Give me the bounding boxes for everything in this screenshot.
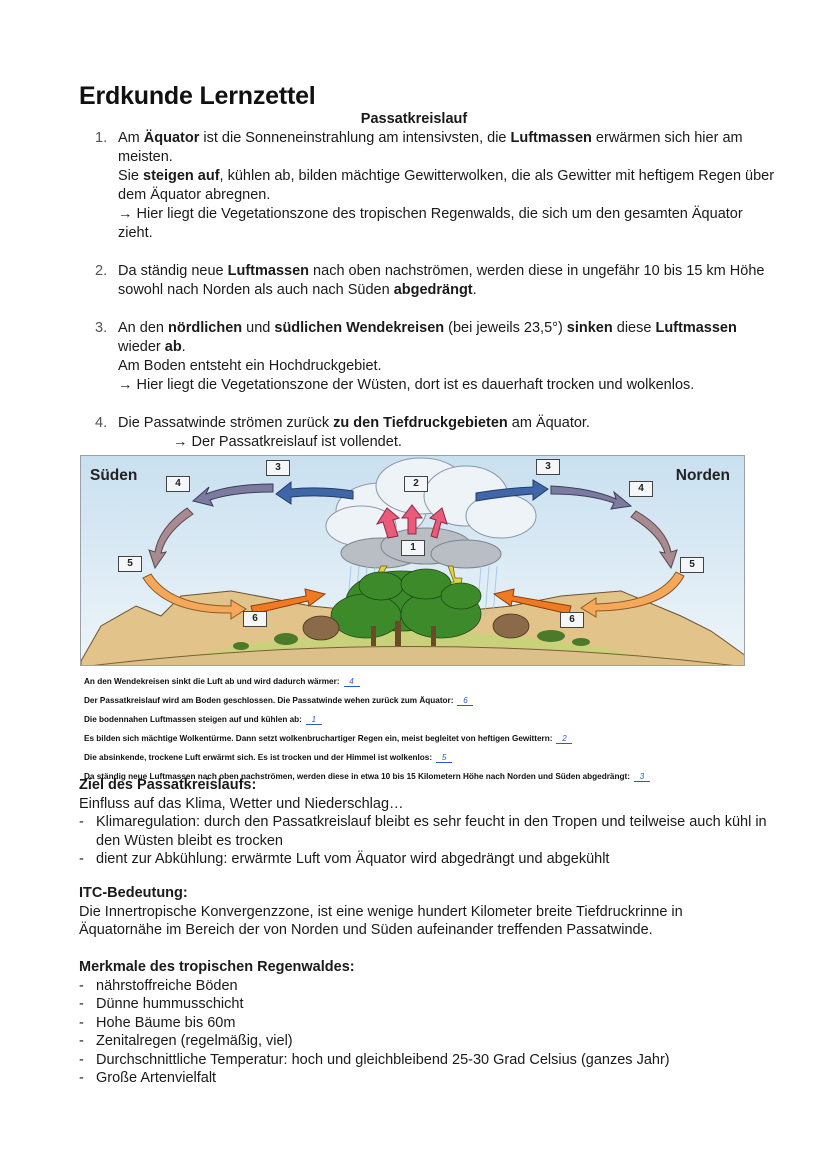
spacer	[95, 243, 775, 262]
quiz-question: An den Wendekreisen sinkt die Luft ab und wird dadurch wärmer:	[84, 677, 340, 686]
step-body	[118, 129, 775, 243]
ziel-heading: Ziel des Passatkreislaufs:	[79, 777, 257, 793]
quiz-answer: 2	[556, 734, 572, 744]
list-item-text: nährstoffreiche Böden	[96, 977, 238, 994]
number-box-2: 2	[404, 476, 428, 492]
text: ist die Sonneneinstrahlung am intensivsten, die	[199, 130, 511, 146]
number-box-3: 3	[266, 460, 290, 476]
text: Da ständig neue	[118, 263, 228, 279]
dash-bullet: -	[79, 851, 84, 867]
quiz-answer: 6	[457, 696, 473, 706]
quiz-item	[84, 748, 764, 767]
text: (bei jeweils 23,5°)	[444, 320, 567, 336]
quiz-answer: 3	[634, 772, 650, 782]
step-body	[118, 414, 775, 452]
step-item	[95, 262, 775, 300]
dash-bullet: -	[79, 1033, 84, 1049]
text: am Äquator.	[507, 415, 590, 431]
list-item-text: Durchschnittliche Temperatur: hoch und gleichbleibend 25-30 Grad Celsius (ganzes Jahr)	[96, 1051, 670, 1068]
quiz-question: Der Passatkreislauf wird am Boden geschlossen. Die Passatwinde wehen zurück zum Äquator:	[84, 696, 454, 705]
step-line	[118, 357, 775, 376]
quiz-item	[84, 710, 764, 729]
number-box-6: 6	[243, 611, 267, 627]
text: wieder	[118, 339, 165, 355]
text: diese	[612, 320, 656, 336]
bold-term: steigen auf	[143, 168, 220, 184]
text: .	[181, 339, 186, 355]
ziel-intro: Einfluss auf das Klima, Wetter und Niederschlag…	[79, 795, 404, 812]
quiz-item	[84, 672, 764, 691]
list-item	[79, 1069, 769, 1088]
quiz-question: Es bilden sich mächtige Wolkentürme. Dann setzt wolkenbruchartiger Regen ein, meist begleitet von heftigen Gewittern:	[84, 734, 553, 743]
list-item	[79, 1032, 769, 1051]
text: .	[472, 282, 477, 298]
bold-term: Luftmassen	[227, 263, 310, 279]
quiz-answer: 5	[436, 753, 452, 763]
quiz-question: Da ständig neue Luftmassen nach oben nachströmen, werden diese in etwa 10 bis 15 Kilometern Höhe nach Norden und Süden abgedrängt:	[84, 772, 630, 781]
text: Die Passatwinde strömen zurück	[118, 415, 334, 431]
bold-term: ab	[164, 339, 182, 355]
bold-term: Luftmassen	[510, 130, 592, 146]
dash-bullet: -	[79, 996, 84, 1012]
number-box-5: 5	[680, 557, 704, 573]
bold-term: südlichen Wendekreisen	[274, 320, 445, 336]
quiz-list	[84, 672, 764, 786]
step-line	[118, 205, 775, 243]
dash-bullet: -	[79, 814, 84, 830]
number-box-5: 5	[118, 556, 142, 572]
bold-term: sinken	[566, 320, 613, 336]
number-box-3: 3	[536, 459, 560, 475]
dash-bullet: -	[79, 1051, 84, 1068]
list-item	[79, 995, 769, 1014]
text: Am Boden entsteht ein Hochdruckgebiet.	[118, 358, 382, 374]
text: An den	[118, 320, 168, 336]
list-item-text: Klimaregulation: durch den Passatkreislauf bleibt es sehr feucht in den Tropen und teilweise auch kühl in den Wüsten bleibt es trocken	[96, 814, 767, 849]
text: erwärmen sich hier am meisten.	[118, 130, 743, 165]
text: nach oben nachströmen, werden diese in ungefähr 10 bis 15 km Höhe sowohl nach Norden als auch nach Süden	[118, 263, 765, 298]
list-item-text: Zenitalregen (regelmäßig, viel)	[96, 1033, 293, 1049]
regenwald-heading: Merkmale des tropischen Regenwaldes:	[79, 959, 355, 975]
text: Am	[118, 130, 144, 146]
bold-term: Äquator	[143, 130, 200, 146]
bold-term: Luftmassen	[655, 320, 737, 336]
text: und	[242, 320, 275, 336]
step-number: 2.	[95, 263, 108, 279]
step-line	[118, 376, 775, 395]
step-line	[118, 433, 775, 452]
step-number: 4.	[95, 415, 108, 431]
quiz-answer: 1	[306, 715, 322, 725]
label-north: Norden	[675, 467, 730, 484]
quiz-answer: 4	[344, 677, 360, 687]
section-title: Passatkreislauf	[360, 111, 468, 127]
itc-text: Die Innertropische Konvergenzzone, ist eine wenige hundert Kilometer breite Tiefdruckrinne in Äquatornähe im Bereich der von Norden und Süden aufeinander treffenden Passatwinde.	[79, 903, 683, 938]
list-item	[79, 813, 769, 850]
label-south: Süden	[90, 467, 138, 484]
itc-section	[79, 884, 769, 940]
bold-term: nördlichen	[168, 320, 243, 336]
list-item-text: dient zur Abkühlung: erwärmte Luft vom Äquator wird abgedrängt und abgekühlt	[96, 851, 610, 867]
text: → Der Passatkreislauf ist vollendet.	[173, 434, 402, 450]
list-item	[79, 850, 769, 869]
ziel-section	[79, 776, 769, 869]
quiz-question: Die bodennahen Luftmassen steigen auf und kühlen ab:	[84, 715, 302, 724]
bold-term: abgedrängt	[393, 282, 473, 298]
step-line	[118, 129, 775, 167]
dash-bullet: -	[79, 1014, 84, 1031]
spacer	[95, 395, 775, 414]
text: , kühlen ab, bilden mächtige Gewitterwolken, die als Gewitter mit heftigem Regen über dem Äquator abregnen.	[118, 168, 775, 203]
list-item	[79, 1014, 769, 1033]
regenwald-list	[79, 977, 769, 1088]
dash-bullet: -	[79, 977, 84, 994]
step-line	[118, 262, 775, 300]
page-title: Erdkunde Lernzettel	[79, 82, 316, 110]
dash-bullet: -	[79, 1070, 84, 1086]
step-item	[95, 319, 775, 395]
quiz-item	[84, 691, 764, 710]
number-box-6: 6	[560, 612, 584, 628]
number-box-4: 4	[629, 481, 653, 497]
list-item-text: Dünne hummusschicht	[96, 996, 244, 1012]
spacer	[95, 300, 775, 319]
passatkreislauf-diagram	[80, 455, 745, 666]
step-line	[118, 414, 775, 433]
bold-term: zu den Tiefdruckgebieten	[333, 415, 508, 431]
list-item-text: Hohe Bäume bis 60m	[96, 1014, 236, 1031]
text: → Hier liegt die Vegetationszone der Wüsten, dort ist es dauerhaft trocken und wolkenlos.	[118, 377, 695, 393]
regenwald-section	[79, 958, 769, 1088]
number-box-4: 4	[166, 476, 190, 492]
quiz-item	[84, 729, 764, 748]
number-box-1: 1	[401, 540, 425, 556]
quiz-question: Die absinkende, trockene Luft erwärmt sich. Es ist trocken und der Himmel ist wolkenlos:	[84, 753, 433, 762]
step-number: 1.	[95, 130, 108, 146]
step-item	[95, 414, 775, 452]
itc-heading: ITC-Bedeutung:	[79, 885, 188, 901]
step-body	[118, 319, 775, 395]
list-item	[79, 977, 769, 996]
steps-list	[95, 129, 775, 452]
step-line	[118, 167, 775, 205]
ziel-list	[79, 813, 769, 869]
text: → Hier liegt die Vegetationszone des tropischen Regenwalds, die sich um den gesamten Äquator zieht.	[118, 206, 743, 241]
step-number: 3.	[95, 320, 108, 336]
step-line	[118, 319, 775, 357]
list-item-text: Große Artenvielfalt	[96, 1070, 217, 1086]
list-item	[79, 1051, 769, 1070]
step-item	[95, 129, 775, 243]
step-body	[118, 262, 775, 300]
text: Sie	[118, 168, 143, 184]
